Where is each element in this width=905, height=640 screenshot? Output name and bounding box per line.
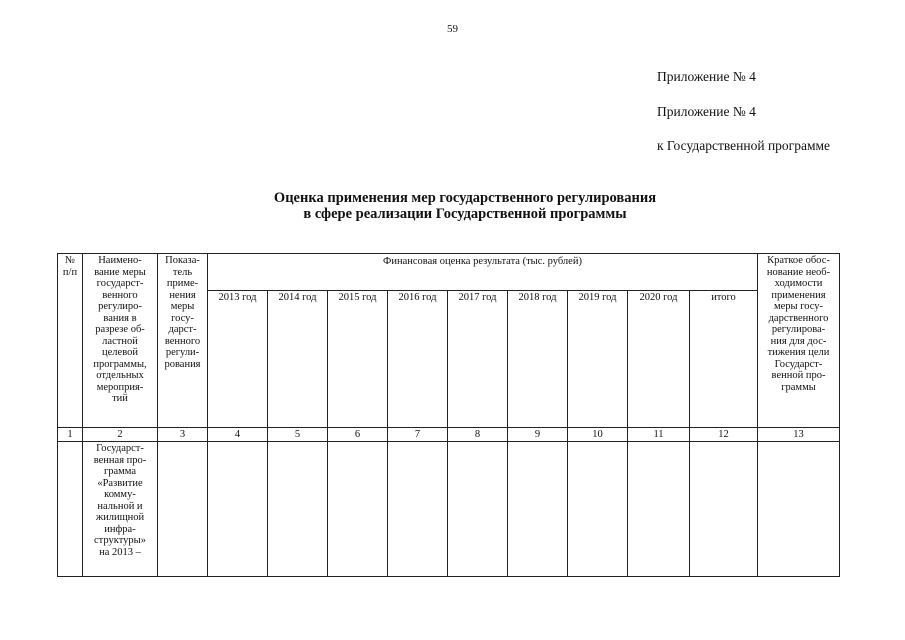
value-cell — [568, 442, 628, 577]
title-line-1: Оценка применения мер государственного регулирования — [273, 190, 657, 206]
header-line: Краткое обос- — [767, 255, 830, 266]
header-line: тижения цели — [767, 347, 830, 358]
column-number: 12 — [690, 428, 758, 442]
header-line: программы, — [93, 358, 147, 370]
row-number-cell — [58, 442, 83, 577]
appendix-label: Приложение № 4 — [657, 69, 756, 84]
header-line: венного — [164, 335, 201, 347]
header-line: нование необ- — [766, 266, 831, 278]
indicator-cell — [158, 442, 208, 577]
program-line: Государст- — [96, 443, 144, 454]
header-line: приме- — [166, 278, 199, 289]
header-line: регулиро- — [98, 301, 142, 312]
page-number: 59 — [447, 23, 458, 35]
header-financial-assessment: Финансовая оценка результата (тыс. рублей) — [208, 254, 758, 291]
header-line: венной про- — [771, 370, 826, 381]
column-number: 6 — [328, 428, 388, 442]
title-line-2: в сфере реализации Государственной программы — [303, 206, 627, 222]
header-line: дарст- — [168, 324, 197, 335]
year-header: 2019 год — [568, 291, 628, 428]
header-line: разрезе об- — [95, 324, 145, 335]
header-line: вания в — [103, 312, 137, 324]
header-line: целевой — [102, 347, 138, 358]
justification-cell — [758, 442, 840, 577]
appendix-program-reference: к Государственной программе — [657, 138, 831, 153]
program-line: венная про- — [93, 454, 147, 466]
program-line: инфра- — [104, 523, 136, 535]
program-line: «Развитие — [97, 477, 143, 489]
header-line: Показа- — [165, 255, 200, 266]
header-line: рования — [164, 358, 201, 370]
header-indicator — [158, 254, 208, 428]
header-line: № — [64, 255, 76, 266]
header-line: ходимости — [774, 278, 823, 289]
program-line: грамма — [103, 466, 137, 477]
year-header: 2014 год — [268, 291, 328, 428]
header-line: ластной — [102, 335, 138, 347]
year-header: 2013 год — [208, 291, 268, 428]
value-cell — [268, 442, 328, 577]
year-header: 2017 год — [448, 291, 508, 428]
header-line: венного — [102, 289, 138, 301]
year-header: 2016 год — [388, 291, 448, 428]
header-line: регулирова- — [771, 324, 826, 335]
column-number: 7 — [388, 428, 448, 442]
column-number: 1 — [58, 428, 83, 442]
year-header: 2020 год — [628, 291, 690, 428]
column-number: 3 — [158, 428, 208, 442]
column-number: 8 — [448, 428, 508, 442]
column-number: 11 — [628, 428, 690, 442]
header-line: применения — [771, 289, 826, 301]
program-name-cell — [83, 442, 158, 577]
program-line: нальной и — [97, 500, 143, 512]
column-number-row — [58, 428, 840, 442]
header-measure-name — [83, 254, 158, 428]
header-justification — [758, 254, 840, 428]
header-row-top — [58, 254, 840, 291]
appendix-label-repeat: Приложение № 4 — [657, 104, 756, 119]
year-header: 2015 год — [328, 291, 388, 428]
value-cell — [208, 442, 268, 577]
header-line: вание меры — [94, 266, 146, 278]
header-line: граммы — [781, 381, 816, 393]
value-cell — [508, 442, 568, 577]
header-line: Государст- — [774, 358, 823, 370]
header-line: госу- — [171, 312, 194, 324]
value-cell — [328, 442, 388, 577]
header-line: регули- — [165, 347, 200, 358]
header-line: отдельных — [96, 370, 144, 381]
header-line: нения — [169, 289, 196, 301]
regulation-assessment-table — [57, 253, 840, 577]
header-line: мероприя- — [96, 381, 144, 393]
program-line: структуры» — [94, 535, 146, 546]
header-line: меры госу- — [773, 301, 824, 312]
year-header: 2018 год — [508, 291, 568, 428]
header-line: тий — [112, 393, 128, 404]
header-line: меры — [170, 301, 195, 312]
column-number: 4 — [208, 428, 268, 442]
column-number: 9 — [508, 428, 568, 442]
value-cell — [388, 442, 448, 577]
header-row-number — [58, 254, 83, 428]
header-line: п/п — [62, 266, 78, 278]
header-line: ния для дос- — [770, 335, 827, 347]
column-number: 5 — [268, 428, 328, 442]
header-line: государст- — [96, 278, 144, 289]
program-line: жилищной — [95, 512, 145, 523]
value-cell — [628, 442, 690, 577]
header-line: дарственного — [768, 312, 829, 324]
value-cell — [448, 442, 508, 577]
program-line: комму- — [104, 489, 136, 500]
column-number: 13 — [758, 428, 840, 442]
document-title — [0, 190, 905, 222]
total-header: итого — [690, 291, 758, 428]
column-number: 2 — [83, 428, 158, 442]
table-row — [58, 442, 840, 577]
column-number: 10 — [568, 428, 628, 442]
header-line: тель — [172, 266, 193, 278]
total-cell — [690, 442, 758, 577]
program-line: на 2013 – — [99, 546, 141, 558]
header-line: Наимено- — [98, 255, 142, 266]
